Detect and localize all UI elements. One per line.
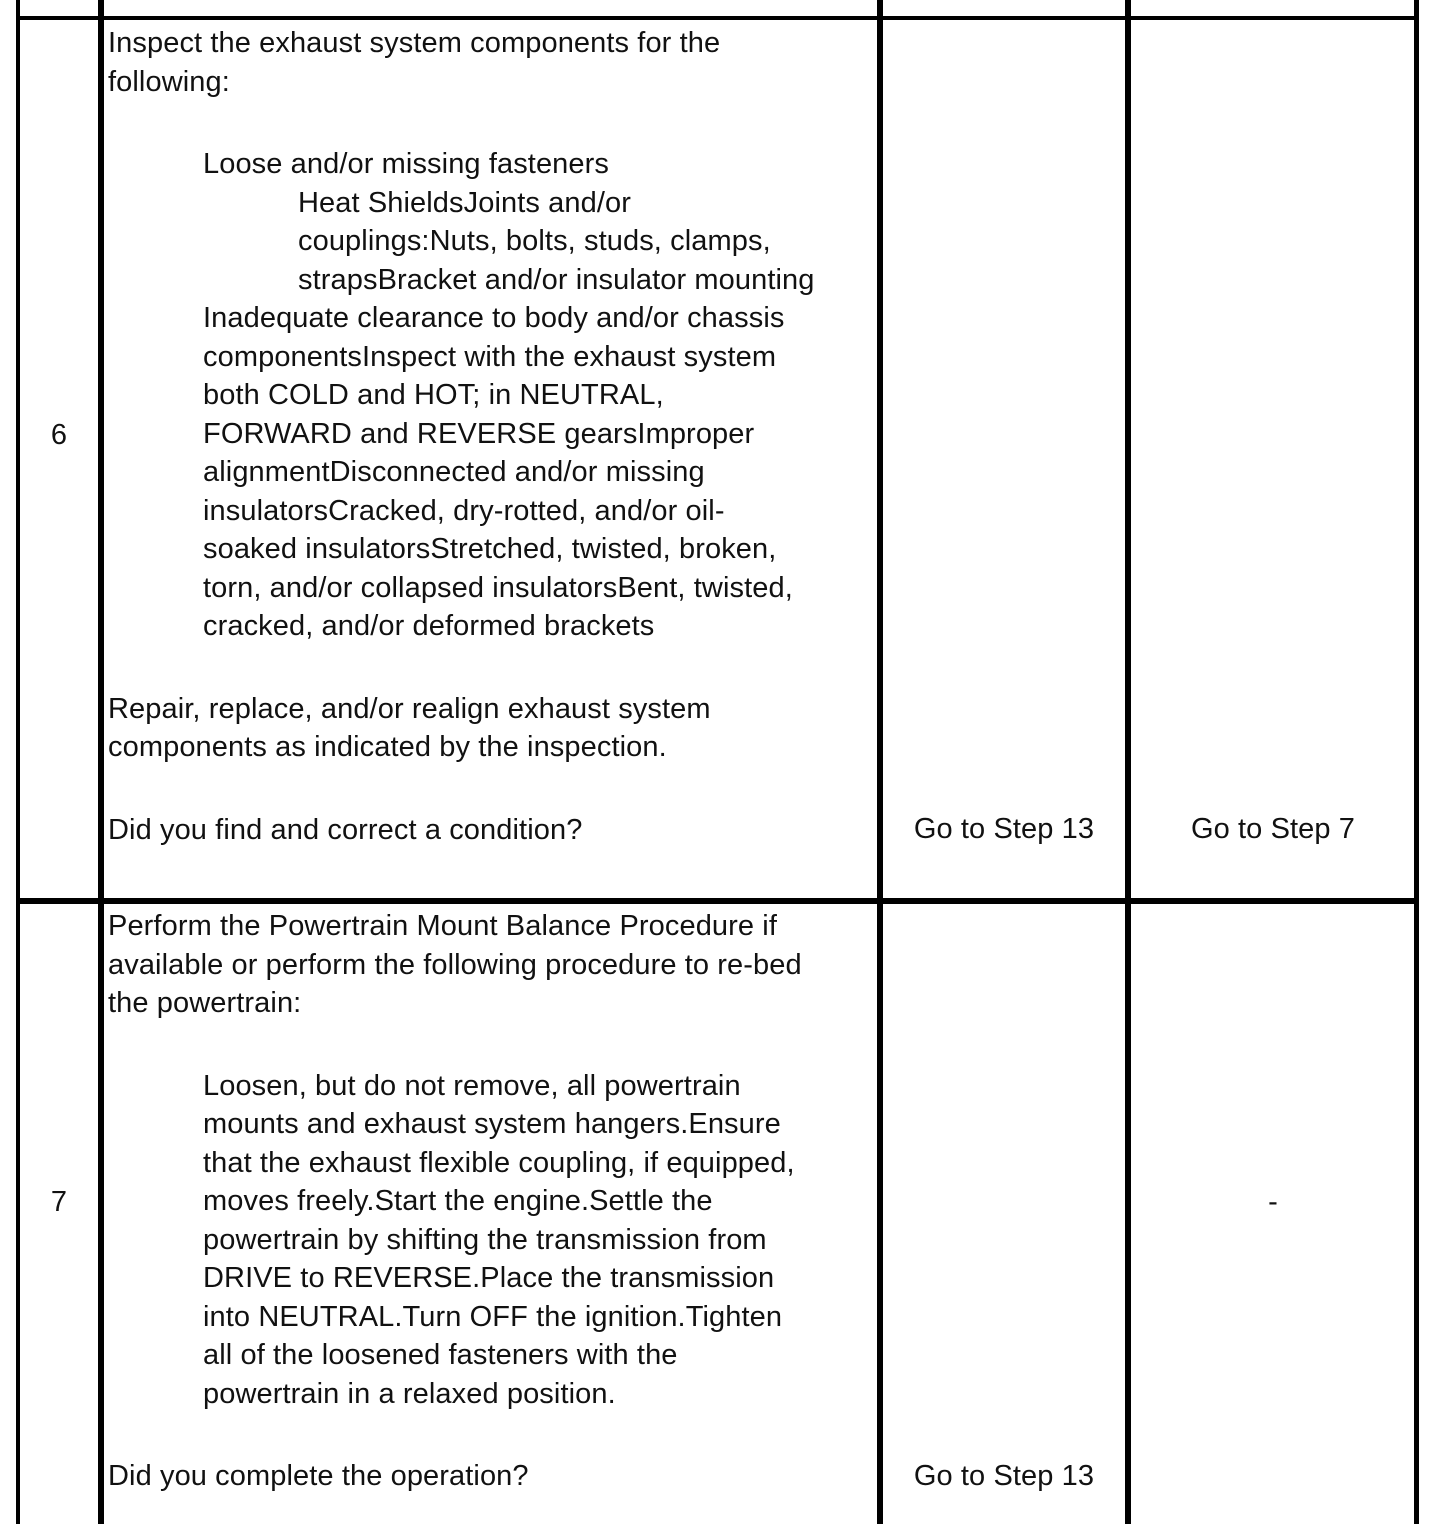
table-divider-yes [1125,0,1131,1524]
step-6-bullet-line: FORWARD and REVERSE gearsImproper [203,417,755,450]
step-7-procedure-line: moves freely.Start the engine.Settle the [203,1185,713,1217]
step-6-bullet-line: both COLD and HOT; in NEUTRAL, [203,379,664,411]
step-6-intro-line: Inspect the exhaust system components for the [108,27,721,59]
step-7-procedure-line: powertrain in a relaxed position. [203,1377,616,1410]
step-number-7: 7 [50,1186,68,1218]
step-6-question: Did you find and correct a condition? [108,813,583,846]
table-border-right [1414,0,1419,1524]
step-7-procedure-line: Loosen, but do not remove, all powertrain [203,1069,741,1102]
step-7-question: Did you complete the operation? [108,1460,529,1492]
step-6-bullet-line: insulatorsCracked, dry-rotted, and/or oil- [203,494,725,527]
step-6-bullet-line: alignmentDisconnected and/or missing [203,456,705,488]
step-7-intro-line: Perform the Powertrain Mount Balance Procedure if [108,910,777,942]
step-6-sub-bullet: strapsBracket and/or insulator mounting [298,263,815,296]
step-6-bullet: Loose and/or missing fasteners [203,148,609,180]
step-7-yes-result: Go to Step 13 [913,1460,1095,1492]
step-7-procedure-line: into NEUTRAL.Turn OFF the ignition.Tighten [203,1300,783,1333]
step-6-action-text [108,24,873,849]
step-number-6: 6 [50,419,68,451]
step-7-intro-line: the powertrain: [108,987,302,1019]
step-6-repair-line: components as indicated by the inspection. [108,731,667,763]
step-6-bullet-line: torn, and/or collapsed insulatorsBent, twisted, [203,571,793,604]
table-divider-action [877,0,883,1524]
step-7-procedure-line: that the exhaust flexible coupling, if equipped, [203,1146,795,1179]
row-divider-top [16,16,1419,20]
step-6-bullet-line: Inadequate clearance to body and/or chassis [203,302,785,334]
table-divider-step [98,0,104,1524]
step-6-no-result: Go to Step 7 [1190,813,1356,845]
step-6-sub-bullet: couplings:Nuts, bolts, studs, clamps, [298,225,771,257]
step-6-repair-line: Repair, replace, and/or realign exhaust system [108,692,711,725]
step-7-procedure-line: all of the loosened fasteners with the [203,1339,678,1371]
step-6-bullet-line: soaked insulatorsStretched, twisted, broken, [203,533,777,565]
step-7-intro-line: available or perform the following procedure to re-bed [108,948,802,981]
step-7-procedure-line: mounts and exhaust system hangers.Ensure [203,1108,781,1140]
step-6-intro-line: following: [108,65,230,98]
step-6-yes-result: Go to Step 13 [913,813,1095,845]
row-divider-middle [16,898,1419,904]
step-7-no-result: - [1268,1186,1278,1218]
step-6-sub-bullet: Heat ShieldsJoints and/or [298,186,631,219]
table-border-left [16,0,20,1524]
step-7-procedure-line: powertrain by shifting the transmission from [203,1223,767,1256]
step-6-bullet-line: componentsInspect with the exhaust system [203,340,777,373]
step-6-bullet-line: cracked, and/or deformed brackets [203,610,655,642]
step-7-action-text [108,907,873,1496]
step-7-procedure-line: DRIVE to REVERSE.Place the transmission [203,1262,775,1294]
